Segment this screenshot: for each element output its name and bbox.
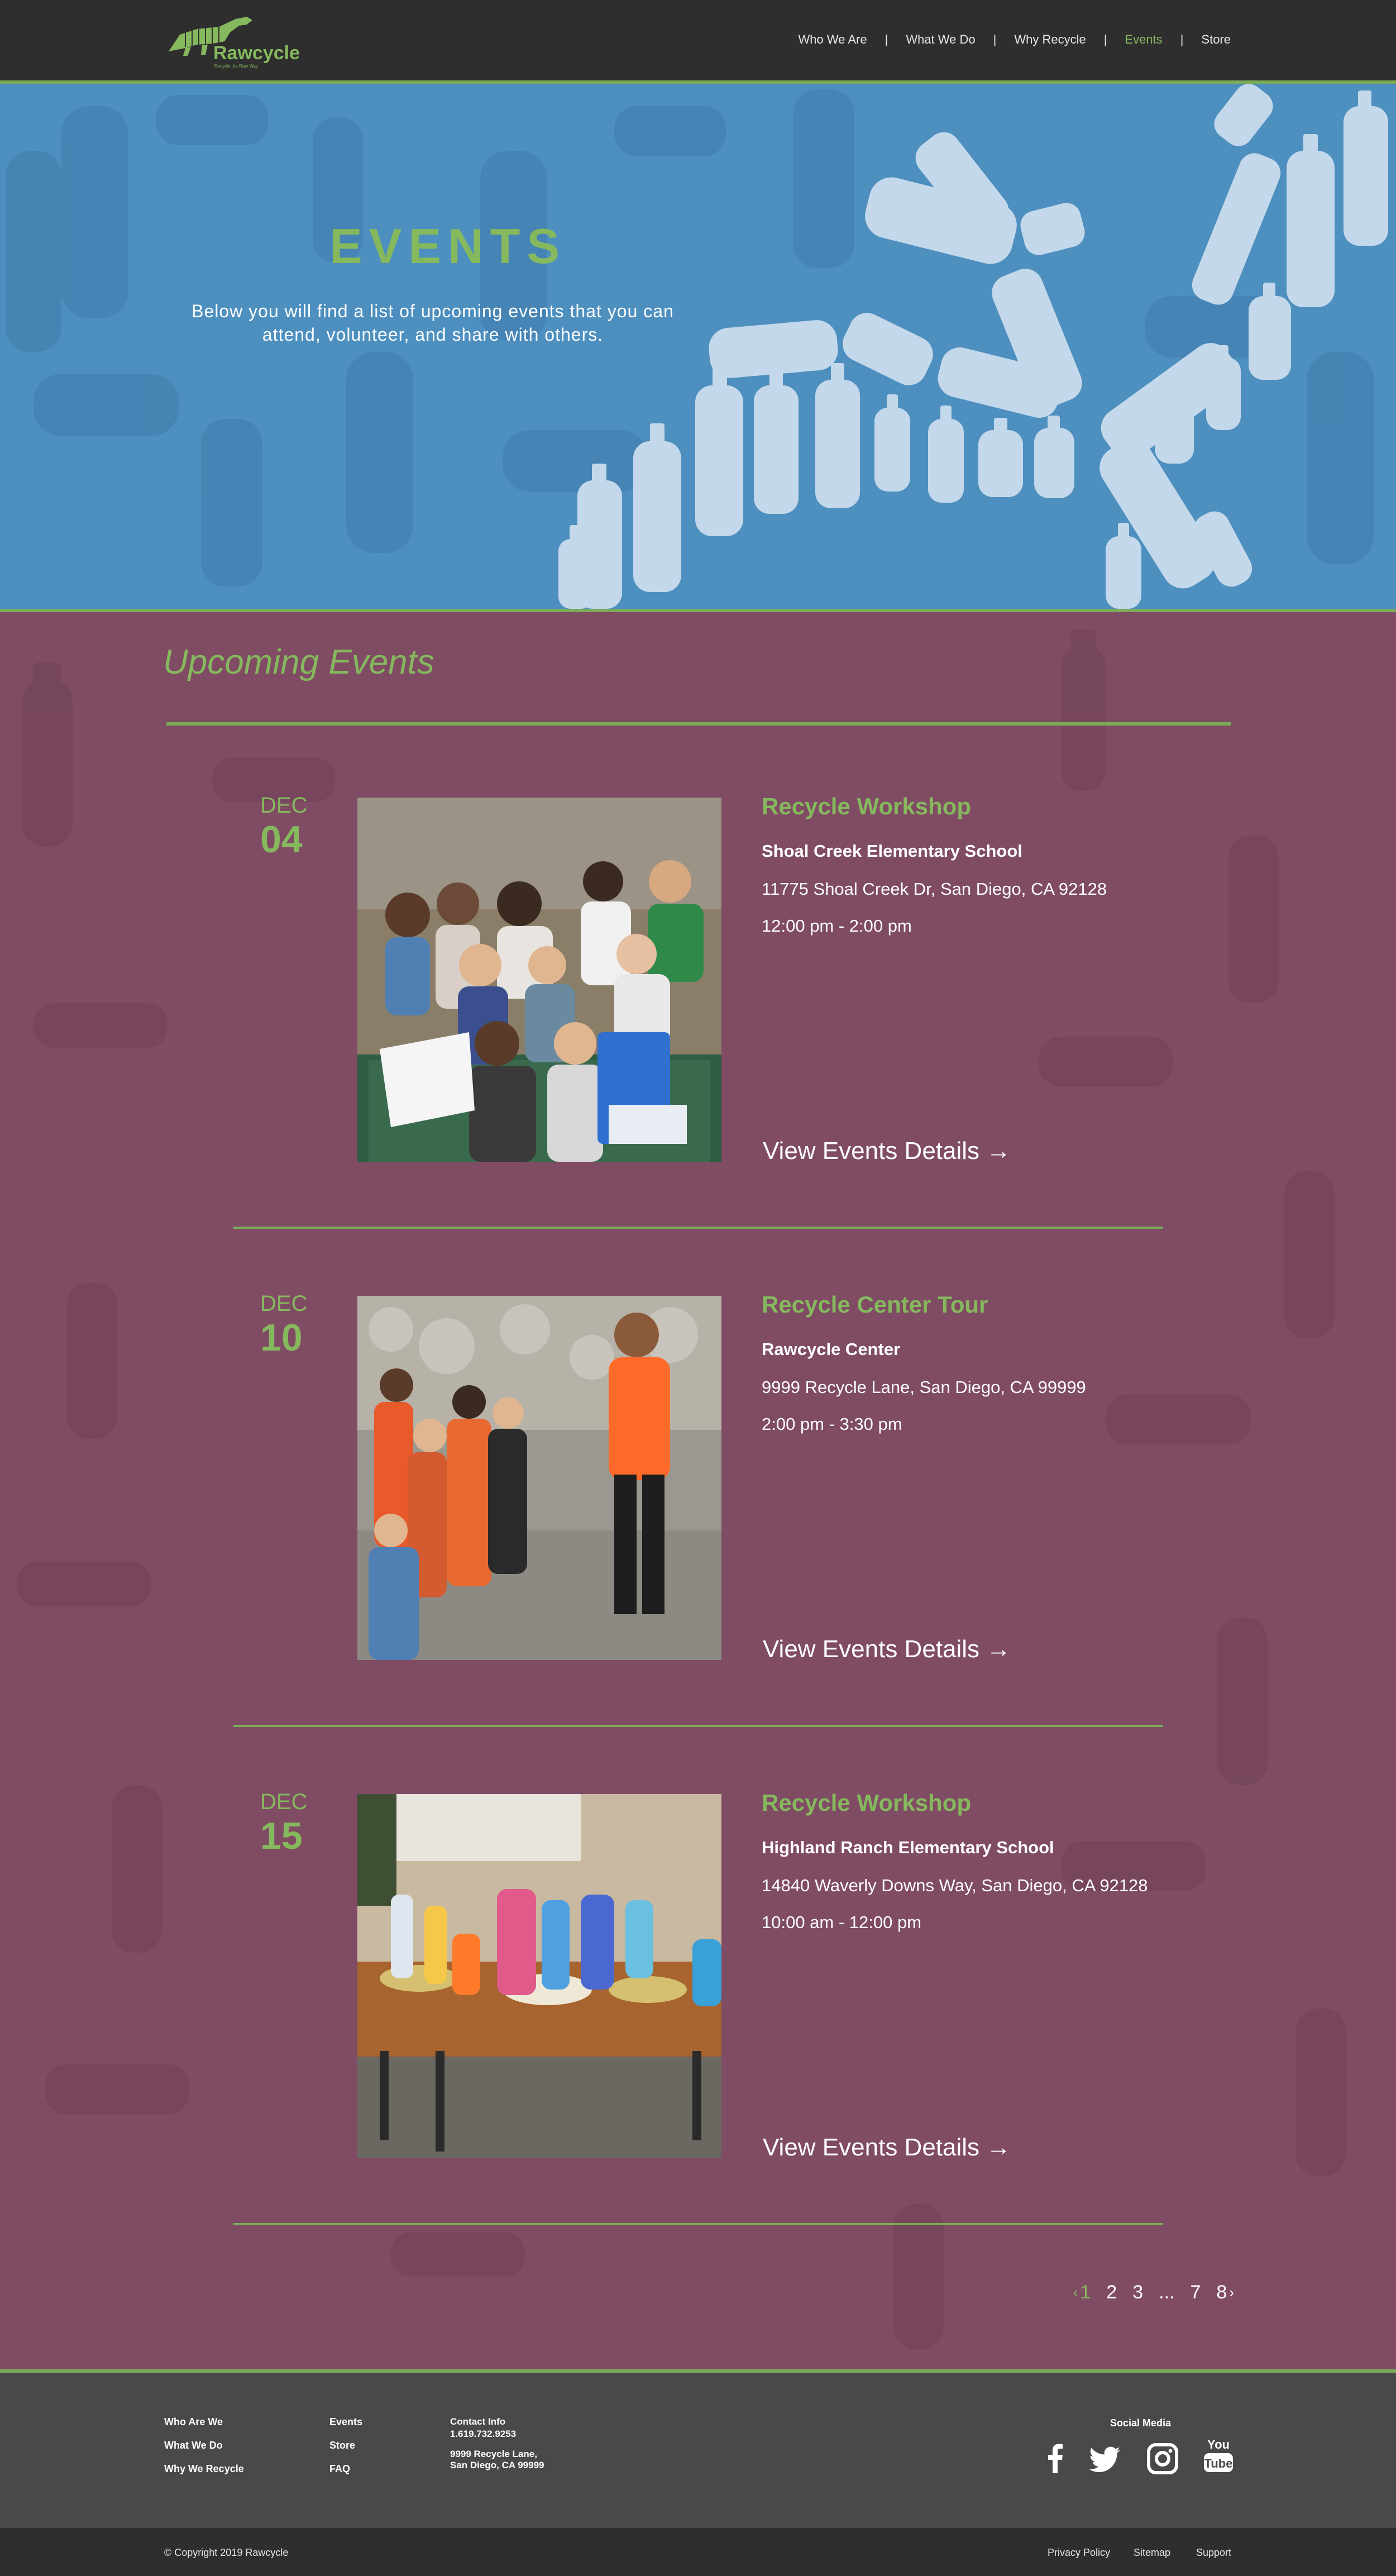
event-date-day: 10 <box>260 1316 303 1359</box>
nav-why-recycle[interactable]: Why Recycle <box>1014 32 1086 46</box>
youtube-you-text: You <box>1207 2437 1230 2451</box>
prev-page-arrow-icon[interactable]: ‹ <box>1073 2284 1078 2301</box>
main-nav <box>799 32 1231 47</box>
bottom-bar <box>0 2528 1396 2576</box>
bottle-pattern-hero <box>0 84 1396 609</box>
event-title[interactable]: Recycle Workshop <box>762 1790 972 1816</box>
hero-banner <box>0 84 1396 612</box>
page-7-link[interactable]: 7 <box>1190 2282 1201 2303</box>
contact-address-line1: 9999 Recycle Lane, <box>450 2449 537 2459</box>
nav-who-we-are[interactable]: Who We Are <box>798 32 867 46</box>
privacy-policy-link[interactable]: Privacy Policy <box>1048 2547 1111 2558</box>
page-1-link[interactable]: 1 <box>1080 2282 1091 2303</box>
footer-link-store[interactable]: Store <box>329 2440 356 2451</box>
event-photo-image <box>357 1794 721 2158</box>
sitemap-link[interactable]: Sitemap <box>1134 2547 1171 2558</box>
event-time: 2:00 pm - 3:30 pm <box>762 1414 902 1434</box>
event-address: 11775 Shoal Creek Dr, San Diego, CA 92128 <box>762 879 1107 899</box>
support-link[interactable]: Support <box>1196 2547 1232 2558</box>
footer-link-why-we-recycle[interactable]: Why We Recycle <box>164 2463 244 2474</box>
hero-title: EVENTS <box>329 218 567 274</box>
event-photo-image <box>357 798 721 1162</box>
event-divider <box>233 1227 1163 1229</box>
page-ellipsis: ... <box>1159 2282 1175 2303</box>
event-photo-recycle-center-tour <box>357 1296 721 1660</box>
youtube-tube-text: Tube <box>1204 2456 1233 2470</box>
event-venue: Shoal Creek Elementary School <box>762 841 1022 861</box>
footer-link-what-we-do[interactable]: What We Do <box>164 2440 223 2451</box>
event-date-month: DEC <box>260 1291 308 1316</box>
nav-store[interactable]: Store <box>1201 32 1231 46</box>
view-event-details-link[interactable]: View Events Details → <box>763 2134 1011 2161</box>
twitter-icon[interactable] <box>1089 2442 1122 2475</box>
event-photo-recycled-crafts <box>357 1794 721 2158</box>
heading-divider <box>166 722 1231 726</box>
nav-what-we-do[interactable]: What We Do <box>906 32 976 46</box>
contact-address-line2: San Diego, CA 99999 <box>450 2460 544 2470</box>
hero-subtitle: Below you will find a list of upcoming events that you can attend, volunteer, and share with others. <box>192 301 674 345</box>
footer-link-events[interactable]: Events <box>329 2416 363 2427</box>
contact-info-label: Contact Info <box>450 2416 506 2427</box>
footer-link-who-are-we[interactable]: Who Are We <box>164 2416 223 2427</box>
event-date-month: DEC <box>260 793 308 818</box>
nav-separator: | <box>885 32 888 46</box>
view-event-details-link[interactable]: View Events Details → <box>763 1137 1011 1165</box>
facebook-icon[interactable] <box>1039 2442 1072 2475</box>
social-media-label: Social Media <box>1110 2417 1172 2429</box>
event-title[interactable]: Recycle Center Tour <box>762 1291 988 1318</box>
nav-separator: | <box>1103 32 1107 46</box>
rawcycle-logo[interactable] <box>163 12 300 69</box>
nav-events[interactable]: Events <box>1125 32 1163 46</box>
event-photo-image <box>357 1296 721 1660</box>
view-event-details-link[interactable]: View Events Details → <box>763 1635 1011 1663</box>
brand-name: Rawcycle <box>213 42 300 64</box>
event-divider <box>233 1725 1163 1727</box>
event-title[interactable]: Recycle Workshop <box>762 793 972 819</box>
next-page-arrow-icon[interactable]: › <box>1229 2284 1234 2301</box>
instagram-icon[interactable] <box>1146 2442 1179 2475</box>
nav-separator: | <box>993 32 997 46</box>
page-8-link[interactable]: 8 <box>1216 2282 1227 2303</box>
event-venue: Highland Ranch Elementary School <box>762 1838 1054 1857</box>
page-2-link[interactable]: 2 <box>1106 2282 1117 2303</box>
copyright-text: © Copyright 2019 Rawcycle <box>164 2547 289 2558</box>
event-divider <box>233 2223 1163 2225</box>
event-time: 10:00 am - 12:00 pm <box>762 1912 922 1932</box>
site-header <box>0 0 1396 84</box>
page-3-link[interactable]: 3 <box>1132 2282 1144 2303</box>
pagination <box>1073 2282 1234 2303</box>
event-date-day: 04 <box>260 818 303 861</box>
event-date-month: DEC <box>260 1790 308 1814</box>
nav-separator: | <box>1180 32 1184 46</box>
upcoming-events-heading: Upcoming Events <box>163 643 434 681</box>
youtube-icon[interactable] <box>1203 2435 1234 2474</box>
event-date-day: 15 <box>260 1815 303 1857</box>
event-time: 12:00 pm - 2:00 pm <box>762 916 912 936</box>
event-address: 9999 Recycle Lane, San Diego, CA 99999 <box>762 1377 1086 1397</box>
site-footer <box>0 2369 1396 2531</box>
contact-phone[interactable]: 1.619.732.9253 <box>450 2429 517 2439</box>
footer-link-faq[interactable]: FAQ <box>329 2463 351 2474</box>
event-address: 14840 Waverly Downs Way, San Diego, CA 92128 <box>762 1876 1148 1895</box>
event-venue: Rawcycle Center <box>762 1339 901 1359</box>
event-photo-workshop-students <box>357 798 721 1162</box>
brand-tagline: Recycle the Raw Way <box>214 64 258 69</box>
